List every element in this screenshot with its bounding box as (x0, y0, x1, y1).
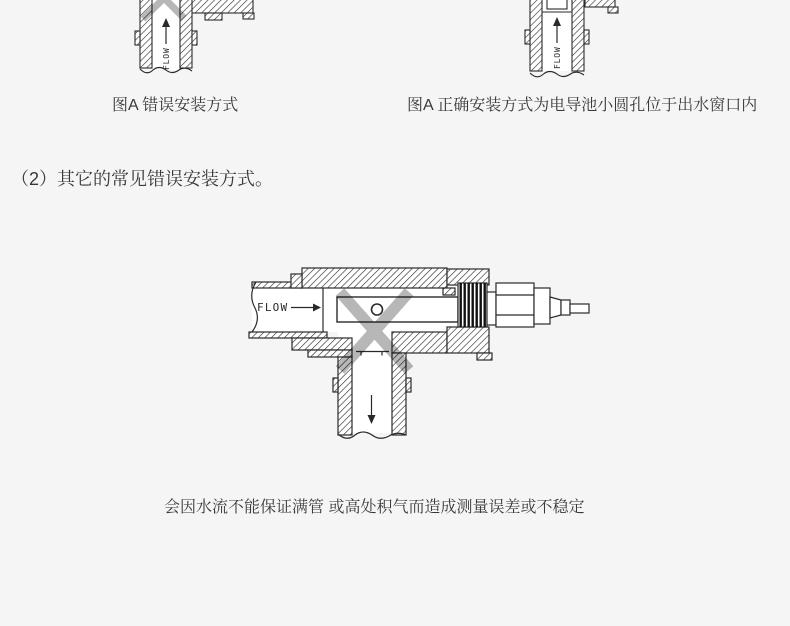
figure-wrong-install-center (230, 255, 600, 450)
caption-error-reason: 会因水流不能保证满管 或高处积气而造成测量误差或不稳定 (164, 499, 585, 516)
caption-wrong-install: 图A 错误安装方式 (112, 97, 239, 114)
sensor-window (547, 0, 567, 9)
correct-install-diagram (517, 0, 627, 85)
wrong-install-diagram (110, 0, 260, 85)
caption-correct-install: 图A 正确安装方式为电导池小圆孔位于出水窗口内 (407, 97, 758, 114)
pipe-elbow-drawing (525, 0, 618, 77)
flow-label: FLOW (553, 46, 562, 69)
section-heading: （2）其它的常见错误安装方式。 (11, 169, 274, 189)
tee-body-drawing (249, 268, 492, 438)
tee-fitting-diagram (230, 255, 600, 450)
sensor-fitting (458, 283, 589, 327)
cable (570, 304, 589, 313)
figure-wrong-install-top (110, 0, 260, 85)
figure-correct-install-top (517, 0, 627, 85)
flow-label: FLOW (162, 47, 171, 70)
sensor-hole (372, 304, 383, 315)
flow-label: FLOW (257, 301, 289, 314)
